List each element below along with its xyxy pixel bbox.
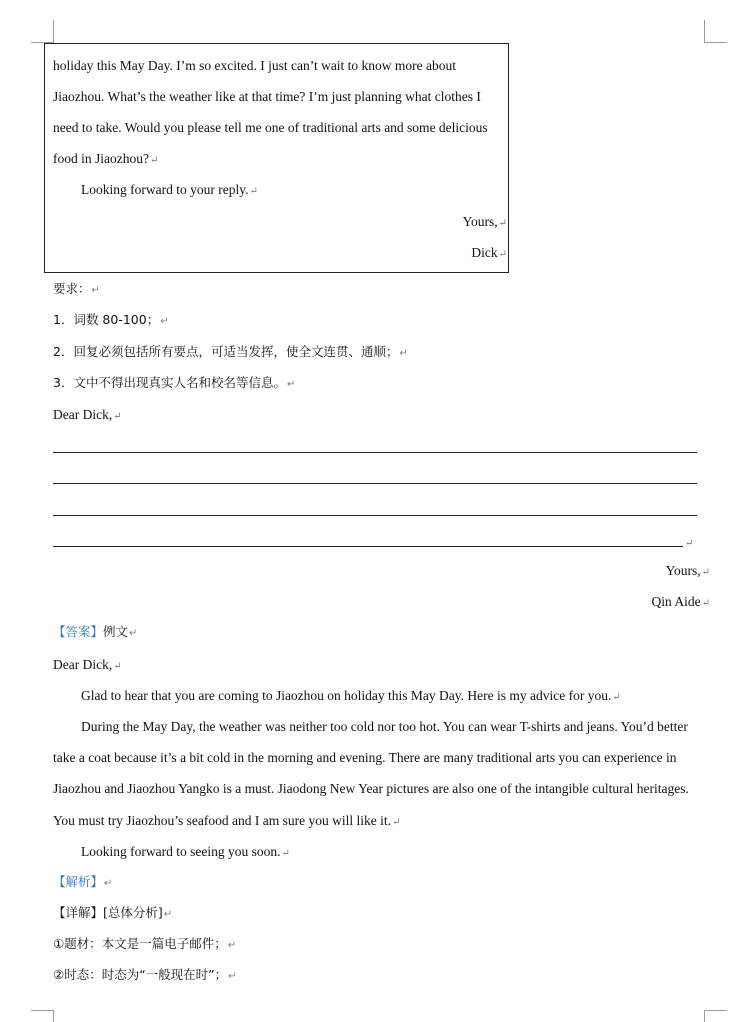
- answer-blank-line: [53, 483, 697, 484]
- detail-label: [总体分析]: [103, 905, 163, 920]
- answer-line: Jiaozhou and Jiaozhou Yangko is a must. Jiaodong New Year pictures are also one of the intangible cultural heritages.: [53, 781, 689, 796]
- requirement-item: 1．词数 80-100；↵: [53, 312, 169, 327]
- requirement-item: 2．回复必须包括所有要点，可适当发挥，使全文连贯、通顺；↵: [53, 344, 408, 359]
- paragraph-mark: ↵: [227, 940, 237, 951]
- crop-mark-bottom-right: [704, 1010, 727, 1022]
- answer-line: take a coat because it’s a bit cold in the morning and evening. There are many traditional arts you can experience in: [53, 750, 677, 765]
- answer-tag: 【答案】: [53, 624, 104, 639]
- letter-line: holiday this May Day. I’m so excited. I just can’t wait to know more about: [53, 58, 457, 73]
- analysis-point: ①题材：本文是一篇电子邮件；↵: [53, 936, 237, 951]
- paragraph-mark: ↵: [113, 411, 122, 422]
- analysis-point: ②时态：时态为“一般现在时”；↵: [53, 967, 237, 982]
- paragraph-mark: ↵: [129, 628, 138, 639]
- paragraph-mark: ↵: [160, 316, 169, 327]
- requirement-item: 3．文中不得出现真实人名和校名等信息。↵: [53, 375, 296, 390]
- letter-line: Jiaozhou. What’s the weather like at that time? I’m just planning what clothes I: [53, 89, 481, 104]
- detail-tag: 【详解】: [53, 905, 104, 920]
- answer-blank-line: [53, 515, 697, 516]
- letter-line: food in Jiaozhou?↵: [53, 151, 159, 166]
- answer-heading: [53, 626, 137, 639]
- paragraph-mark: ↵: [286, 379, 296, 390]
- letter-line: Looking forward to your reply.↵: [81, 182, 258, 197]
- crop-mark-top-right: [704, 20, 727, 43]
- letter-closing: Yours,↵: [462, 214, 507, 229]
- writing-salutation: Dear Dick,↵: [53, 407, 122, 422]
- paragraph-mark: ↵: [249, 186, 258, 197]
- answer-line: Glad to hear that you are coming to Jiaozhou on holiday this May Day. Here is my advice for you.↵: [81, 688, 621, 703]
- requirements-heading: 要求：↵: [53, 281, 100, 296]
- paragraph-mark: ↵: [104, 878, 113, 889]
- paragraph-mark: ↵: [281, 848, 290, 859]
- paragraph-mark: ↵: [498, 218, 507, 229]
- crop-mark-top-left: [31, 20, 54, 43]
- paragraph-mark: ↵: [701, 598, 710, 609]
- paragraph-mark: ↵: [612, 692, 621, 703]
- answer-salutation: Dear Dick,↵: [53, 657, 122, 672]
- paragraph-mark: ↵: [685, 538, 694, 549]
- analysis-heading: [53, 876, 112, 889]
- writing-signature: Qin Aide↵: [651, 594, 710, 609]
- answer-blank-line: [53, 546, 683, 547]
- answer-blank-line: [53, 452, 697, 453]
- paragraph-mark: ↵: [391, 817, 401, 828]
- writing-closing: Yours,↵: [665, 563, 710, 578]
- paragraph-mark: ↵: [701, 567, 710, 578]
- paragraph-mark: ↵: [228, 971, 237, 982]
- paragraph-mark: ↵: [113, 661, 122, 672]
- paragraph-mark: ↵: [399, 348, 408, 359]
- paragraph-mark: ↵: [163, 909, 173, 920]
- answer-label: 例文: [103, 624, 129, 639]
- analysis-tag: 【解析】: [53, 874, 104, 889]
- letter-line: need to take. Would you please tell me one of traditional arts and some delicious: [53, 120, 488, 135]
- paragraph-mark: ↵: [149, 155, 159, 166]
- paragraph-mark: ↵: [91, 285, 100, 296]
- letter-signature: Dick↵: [471, 245, 507, 260]
- paragraph-mark: ↵: [498, 249, 507, 260]
- answer-line: Looking forward to seeing you soon.↵: [81, 844, 290, 859]
- crop-mark-bottom-left: [31, 1010, 54, 1022]
- answer-line: You must try Jiaozhou’s seafood and I am sure you will like it.↵: [53, 813, 401, 828]
- answer-line: During the May Day, the weather was neither too cold nor too hot. You can wear T-shirts and jeans. You’d better: [81, 719, 688, 734]
- detail-heading: [53, 907, 172, 920]
